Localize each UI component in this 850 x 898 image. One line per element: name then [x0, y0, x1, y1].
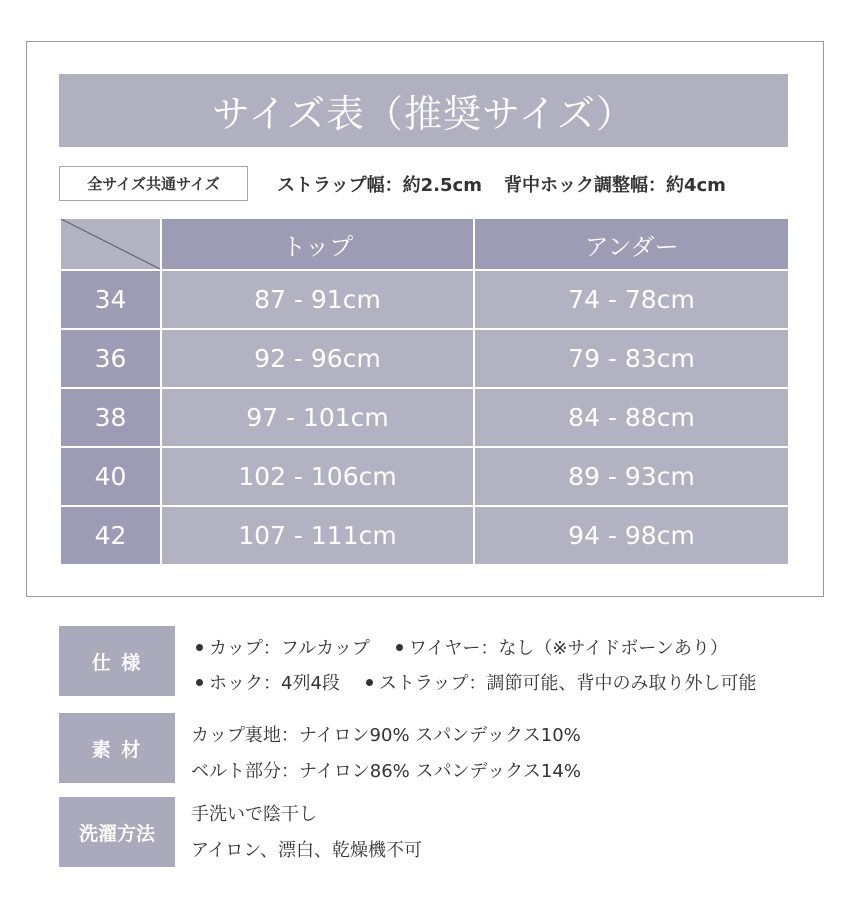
size-cell: 42 [60, 506, 161, 565]
table-corner-cell [60, 218, 161, 270]
under-cell: 74 - 78cm [474, 270, 789, 329]
page-title: サイズ表（推奨サイズ） [212, 92, 635, 136]
specification-line-2 [196, 669, 757, 695]
material-line-1: カップ裏地：ナイロン90% スパンデックス10% [191, 725, 581, 746]
specification-line-1 [196, 634, 728, 660]
spec-item-hook: ホック：4列4段 [209, 673, 340, 694]
size-cell: 40 [60, 447, 161, 506]
top-cell: 97 - 101cm [161, 388, 474, 447]
common-size-badge: 全サイズ共通サイズ [59, 166, 248, 201]
under-cell: 94 - 98cm [474, 506, 789, 565]
washing-label: 洗濯方法 [59, 797, 175, 867]
table-row [60, 447, 789, 506]
under-cell: 89 - 93cm [474, 447, 789, 506]
column-header-under: アンダー [474, 218, 789, 270]
specification-label: 仕 様 [59, 626, 175, 696]
size-cell: 38 [60, 388, 161, 447]
strap-width-spec: ストラップ幅：約2.5cm [277, 174, 482, 196]
spec-item-strap: ストラップ：調節可能、背中のみ取り外し可能 [378, 673, 757, 694]
under-cell: 79 - 83cm [474, 329, 789, 388]
bullet-icon [196, 644, 203, 651]
size-table [59, 217, 790, 566]
bullet-icon [366, 679, 373, 686]
bullet-icon [196, 679, 203, 686]
column-header-top: トップ [161, 218, 474, 270]
washing-line-2: アイロン、漂白、乾燥機不可 [191, 840, 422, 861]
spec-item-wire: ワイヤー：なし（※サイドボーンあり） [408, 638, 728, 659]
diagonal-line-icon [61, 219, 160, 269]
top-cell: 107 - 111cm [161, 506, 474, 565]
top-cell: 87 - 91cm [161, 270, 474, 329]
common-spec-line [277, 166, 726, 201]
size-cell: 34 [60, 270, 161, 329]
hook-adjust-spec: 背中ホック調整幅：約4cm [503, 174, 726, 196]
spec-item-cup: カップ：フルカップ [209, 638, 370, 659]
under-cell: 84 - 88cm [474, 388, 789, 447]
washing-line-1: 手洗いで陰干し [191, 804, 317, 825]
table-row [60, 388, 789, 447]
material-line-2: ベルト部分：ナイロン86% スパンデックス14% [191, 761, 581, 782]
table-row [60, 506, 789, 565]
bullet-icon [396, 644, 403, 651]
title-bar [59, 74, 788, 147]
table-row [60, 329, 789, 388]
top-cell: 92 - 96cm [161, 329, 474, 388]
table-row [60, 270, 789, 329]
top-cell: 102 - 106cm [161, 447, 474, 506]
table-header-row [60, 218, 789, 270]
material-label: 素 材 [59, 713, 175, 783]
size-cell: 36 [60, 329, 161, 388]
